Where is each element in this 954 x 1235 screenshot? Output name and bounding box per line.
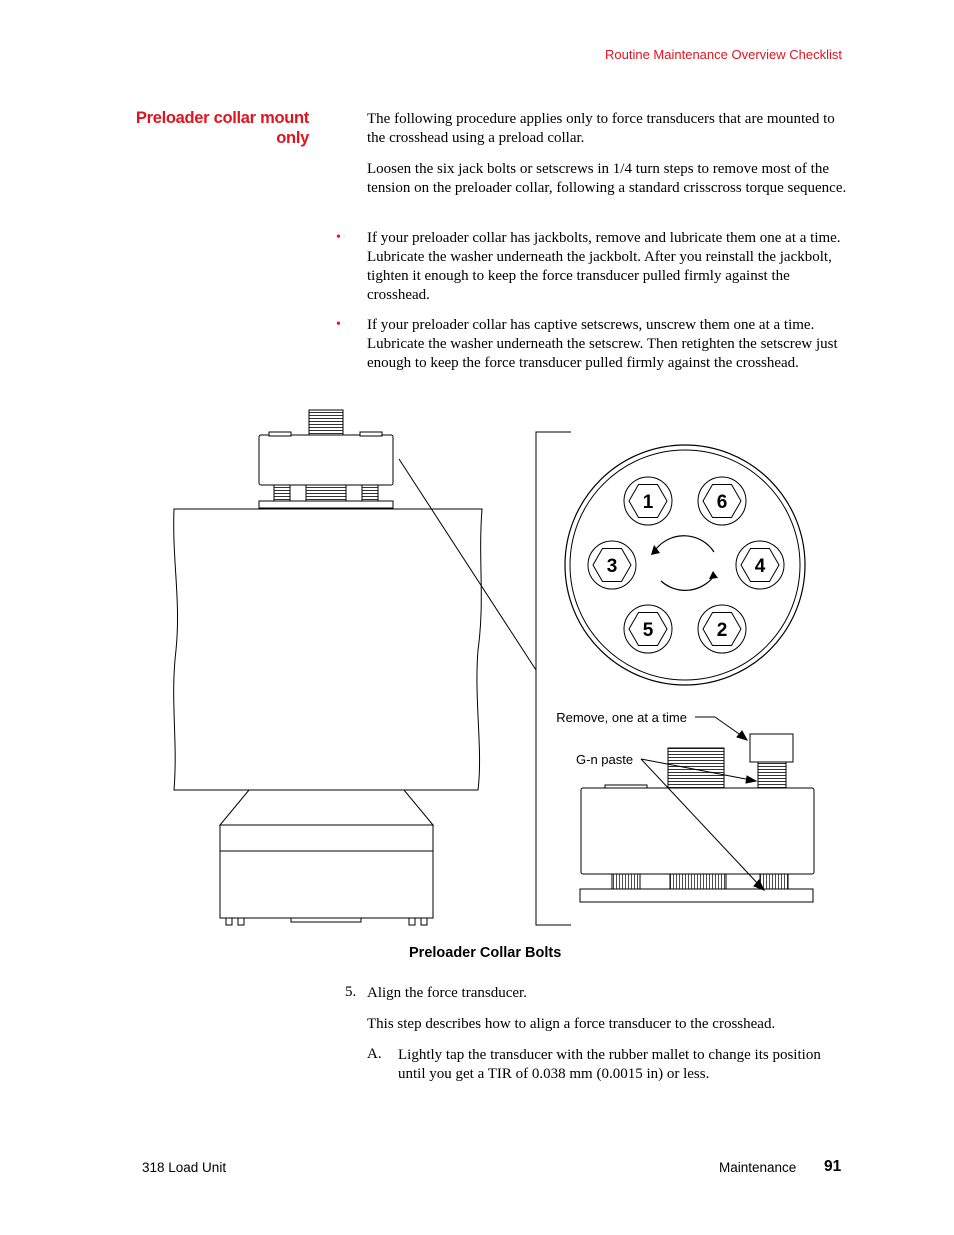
bullet-item-jackbolts: If your preloader collar has jackbolts, remove and lubricate them one at a time. Lubricate the washer underneath the jackbolt. After you reinstall the jackbolt, tighten it enough to keep the force transducer pulled firmly against the crosshead. — [367, 230, 841, 303]
footer-product: 318 Load Unit — [142, 1160, 227, 1175]
bolt-6 — [698, 605, 746, 653]
detail-jackbolt-head — [750, 734, 793, 762]
bolt-3 — [588, 541, 636, 589]
page-number: 91 — [824, 1158, 842, 1175]
detail-jackbolt-lower-2 — [760, 874, 788, 889]
loosen-paragraph: Loosen the six jack bolts or setscrews in 1/4 turn steps to remove most of the tension on the preloader collar, following a standard crisscross torque sequence. — [367, 161, 847, 196]
substep-letter: A. — [367, 1046, 382, 1062]
step-number: 5. — [345, 984, 357, 1000]
base-foot-right-2 — [421, 918, 427, 925]
bolt-5 — [624, 605, 672, 653]
bolt-number-label: 2 — [716, 620, 728, 641]
detail-center-stud-lower — [670, 874, 726, 889]
center-stud — [306, 485, 346, 501]
bullet-marker-1: • — [336, 230, 341, 245]
base-foot-left-1 — [226, 918, 232, 925]
detail-collar-body — [581, 788, 814, 874]
detail-panel-bracket — [536, 432, 571, 925]
detail-center-stud — [668, 748, 724, 788]
preload-collar-body — [259, 435, 393, 485]
jackbolt-left — [274, 485, 290, 501]
crosshead-block — [174, 509, 482, 790]
section-heading-line1: Preloader collar mount — [135, 109, 309, 127]
bolt-number-label: 1 — [642, 492, 654, 513]
bolt-4 — [736, 541, 784, 589]
bullet-marker-2: • — [336, 317, 341, 332]
figure-caption: Preloader Collar Bolts — [409, 945, 562, 961]
base-foot-left-2 — [238, 918, 244, 925]
section-heading-line2: only — [276, 129, 309, 147]
step-text: Align the force transducer. — [367, 985, 527, 1001]
base-foot-right-1 — [409, 918, 415, 925]
bolt-number-label: 5 — [642, 620, 654, 641]
bullet-item-setscrews: If your preloader collar has captive setscrews, unscrew them one at a time. Lubricate the washer underneath the setscrew. Then retighten the setscrew just enough to keep the force transducer pulled firmly against the crosshead. — [367, 317, 838, 371]
load-unit-side-view — [174, 410, 536, 925]
detail-jackbolt-lower-1 — [612, 874, 640, 889]
detail-jackbolt-thread — [758, 762, 786, 788]
jackbolt-right — [362, 485, 378, 501]
detail-collar-tab — [605, 785, 647, 788]
bolt-1 — [624, 477, 672, 525]
leader-remove-arrowhead — [737, 731, 747, 740]
step-description: This step describes how to align a force transducer to the crosshead. — [367, 1016, 776, 1032]
base-center-pad — [291, 918, 361, 922]
collar-tab-left — [269, 432, 291, 436]
bolt-number-label: 6 — [716, 492, 728, 513]
bolt-number-label: 4 — [754, 556, 766, 577]
leader-paste-upper-arrowhead — [746, 776, 756, 783]
substep-text: Lightly tap the transducer with the rubber mallet to change its position until you get a TIR of 0.038 mm (0.0015 in) or less. — [398, 1047, 821, 1082]
top-threaded-stud — [309, 410, 343, 436]
detail-washer-plate — [580, 889, 813, 902]
transducer-upper-taper — [220, 790, 433, 825]
collar-tab-right — [360, 432, 382, 436]
bolt-number-label: 3 — [606, 556, 618, 577]
leader-remove — [715, 717, 742, 736]
label-remove: Remove, one at a time — [556, 710, 687, 725]
label-paste: G-n paste — [576, 752, 634, 767]
transducer-body — [220, 825, 433, 918]
intro-paragraph: The following procedure applies only to force transducers that are mounted to the crosshead using a preload collar. — [367, 111, 835, 146]
footer-section: Maintenance — [719, 1160, 797, 1175]
running-header: Routine Maintenance Overview Checklist — [605, 47, 842, 62]
bolt-2 — [698, 477, 746, 525]
collar-washer-plate — [259, 501, 393, 508]
bolt-pattern-top-view — [565, 445, 805, 685]
